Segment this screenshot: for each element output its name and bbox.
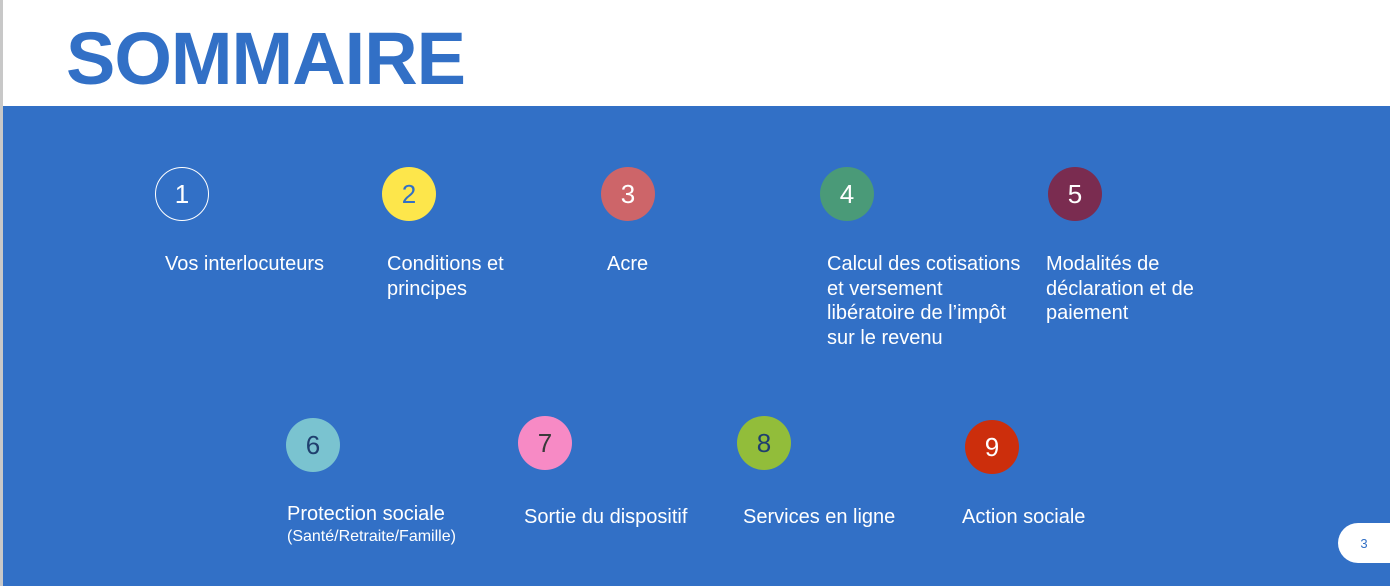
item-8-number: 8	[756, 427, 772, 458]
item-9-label-text: Action sociale	[962, 506, 1086, 528]
summary-panel	[3, 106, 1390, 586]
item-8-label-text: Services en ligne	[743, 506, 896, 528]
item-7-number: 7	[537, 427, 553, 458]
page-number-badge	[1338, 523, 1390, 563]
item-2-label	[387, 252, 527, 301]
item-2-label-text: Conditions et principes	[387, 253, 504, 300]
item-6-number-circle	[286, 418, 340, 472]
item-1-number-circle	[155, 167, 209, 221]
item-4-number-circle	[820, 167, 874, 221]
item-2-number: 2	[401, 178, 417, 209]
item-5-label	[1046, 252, 1211, 326]
page-title: SOMMAIRE	[66, 17, 465, 100]
item-3-number: 3	[620, 178, 636, 209]
item-1-number: 1	[174, 178, 190, 209]
page-number: 3	[1360, 535, 1368, 551]
item-7-label	[524, 505, 724, 530]
item-3-label	[607, 252, 757, 277]
item-6-number: 6	[305, 429, 321, 460]
item-1-label	[165, 252, 365, 277]
item-5-number-circle	[1048, 167, 1102, 221]
item-9-label	[962, 505, 1162, 530]
item-4-label	[827, 252, 1022, 350]
item-6-label	[287, 502, 507, 547]
item-1-label-text: Vos interlocuteurs	[165, 253, 324, 275]
item-4-number: 4	[839, 178, 855, 209]
item-8-number-circle	[737, 416, 791, 470]
item-3-number-circle	[601, 167, 655, 221]
item-3-label-text: Acre	[607, 253, 649, 275]
item-5-label-text: Modalités de déclaration et de paiement	[1046, 253, 1194, 324]
item-7-label-text: Sortie du dispositif	[524, 506, 688, 528]
item-8-label	[743, 505, 943, 530]
item-9-number: 9	[984, 431, 1000, 462]
item-2-number-circle	[382, 167, 436, 221]
item-7-number-circle	[518, 416, 572, 470]
item-6-label-text: Protection sociale	[287, 503, 445, 525]
item-6-sublabel: (Santé/Retraite/Famille)	[287, 527, 456, 545]
item-5-number: 5	[1067, 178, 1083, 209]
item-4-label-text: Calcul des cotisations et versement libératoire de l’impôt sur le revenu	[827, 253, 1021, 349]
item-9-number-circle	[965, 420, 1019, 474]
